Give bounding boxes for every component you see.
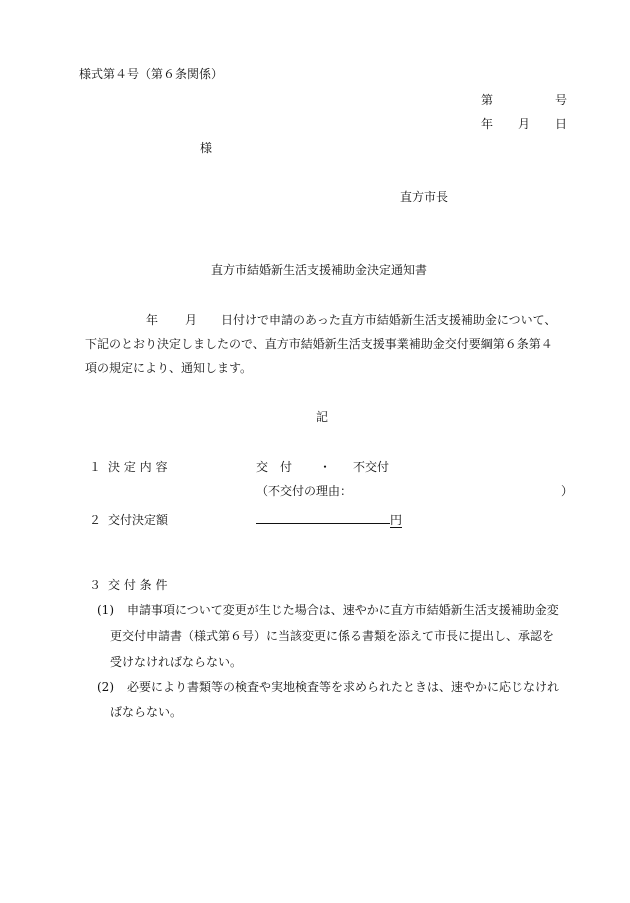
date-year-label: 年 bbox=[481, 117, 494, 131]
body-line-3: 項の規定により、通知します。 bbox=[85, 361, 253, 375]
body-line-2: 下記のとおり決定しましたので、直方市結婚新生活支援事業補助金交付要綱第６条第４ bbox=[85, 337, 553, 351]
condition-2-number: (2) bbox=[97, 680, 114, 694]
nongrant-option: 不交付 bbox=[353, 460, 390, 474]
date-day-label: 日 bbox=[555, 117, 568, 131]
condition-1-number: (1) bbox=[97, 603, 114, 617]
item-1-label: 決 定 内 容 bbox=[108, 460, 168, 474]
grant-option: 交 付 bbox=[256, 460, 293, 474]
reason-close: ） bbox=[561, 484, 574, 498]
amount-field bbox=[256, 513, 402, 528]
addressee-honorific: 様 bbox=[200, 141, 213, 155]
date-month-label: 月 bbox=[518, 117, 531, 131]
reason-label: （不交付の理由： bbox=[256, 484, 353, 498]
ki-heading: 記 bbox=[316, 410, 329, 424]
body-month-label: 月 bbox=[185, 313, 198, 327]
issuer-name: 直方市長 bbox=[400, 190, 449, 204]
condition-1-line-3: 受けなければならない。 bbox=[110, 655, 243, 669]
document-title: 直方市結婚新生活支援補助金決定通知書 bbox=[211, 263, 428, 277]
amount-underline bbox=[256, 523, 390, 524]
condition-1-line-1: 申請事項について変更が生じた場合は、速やかに直方市結婚新生活支援補助金変 bbox=[127, 603, 559, 617]
item-1-number: １ bbox=[89, 460, 102, 474]
number-suffix: 号 bbox=[555, 93, 568, 107]
item-2-number: ２ bbox=[89, 513, 102, 527]
number-prefix: 第 bbox=[481, 93, 494, 107]
item-2-label: 交付決定額 bbox=[108, 513, 169, 527]
yen-unit: 円 bbox=[390, 513, 403, 527]
body-year-label: 年 bbox=[146, 313, 159, 327]
body-line-1: 日付けで申請のあった直方市結婚新生活支援補助金について、 bbox=[221, 313, 557, 327]
condition-1-line-2: 更交付申請書（様式第６号）に当該変更に係る書類を添えて市長に提出し、承認を bbox=[110, 629, 555, 643]
condition-2-line-2: ばならない。 bbox=[110, 705, 183, 719]
option-separator: ・ bbox=[319, 460, 332, 474]
conditions-number: ３ bbox=[89, 578, 102, 592]
conditions-heading: 交 付 条 件 bbox=[108, 578, 168, 592]
form-reference: 様式第４号（第６条関係） bbox=[79, 67, 224, 81]
condition-2-line-1: 必要により書類等の検査や実地検査等を求められたときは、速やかに応じなけれ bbox=[127, 680, 560, 694]
